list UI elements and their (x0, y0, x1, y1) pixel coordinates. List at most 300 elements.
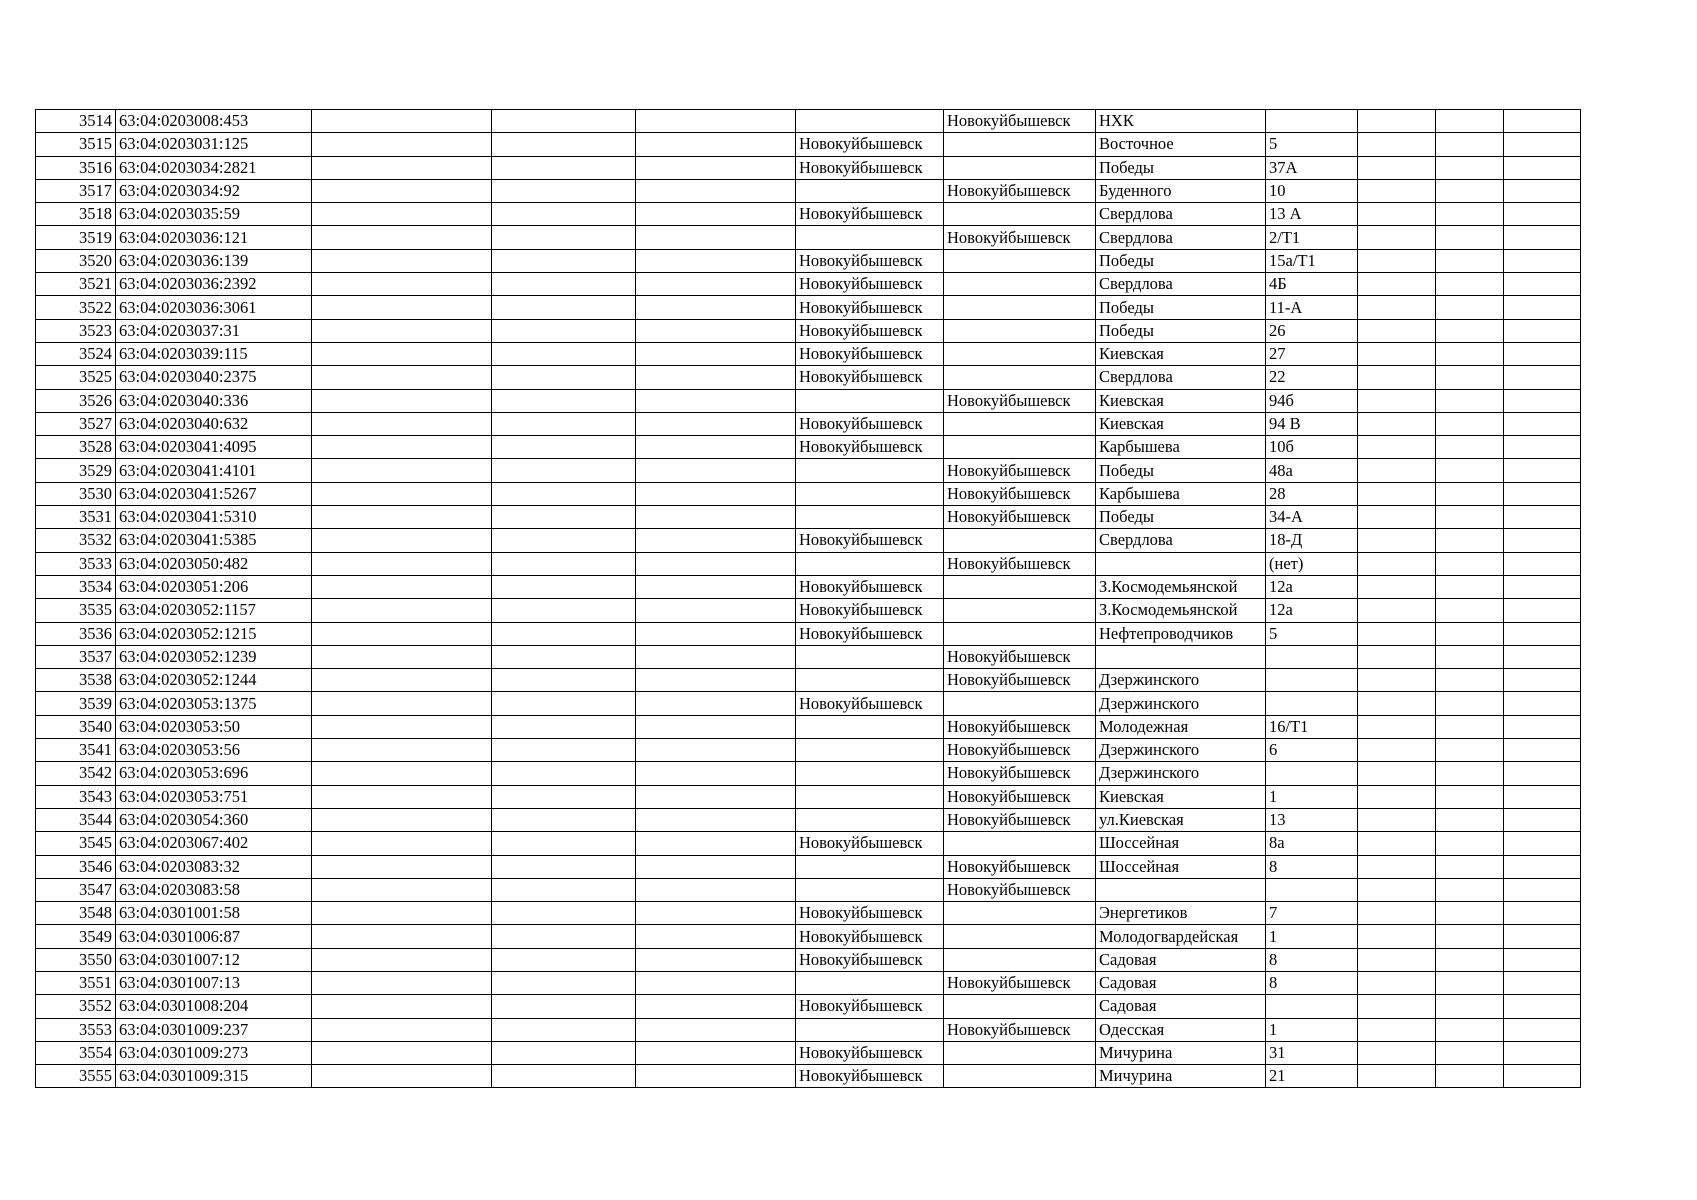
empty-cell (492, 436, 636, 459)
empty-cell (312, 622, 492, 645)
house-number-cell (1266, 878, 1358, 901)
row-number-cell: 3527 (36, 412, 116, 435)
street-cell (1096, 878, 1266, 901)
empty-cell (492, 110, 636, 133)
cadastral-number-cell: 63:04:0203053:1375 (116, 692, 312, 715)
row-number-cell: 3542 (36, 762, 116, 785)
row-number-cell: 3549 (36, 925, 116, 948)
empty-cell (636, 878, 796, 901)
cadastral-number-cell: 63:04:0203083:32 (116, 855, 312, 878)
empty-cell (312, 226, 492, 249)
locality-cell (944, 249, 1096, 272)
empty-cell (492, 156, 636, 179)
empty-cell (1504, 645, 1581, 668)
empty-cell (1358, 482, 1436, 505)
table-row (36, 436, 1581, 459)
city-cell: Новокуйбышевск (796, 366, 944, 389)
empty-cell (1504, 785, 1581, 808)
row-number-cell: 3550 (36, 948, 116, 971)
street-cell: Карбышева (1096, 482, 1266, 505)
city-cell (796, 226, 944, 249)
house-number-cell: 12а (1266, 575, 1358, 598)
empty-cell (1504, 925, 1581, 948)
table-row (36, 715, 1581, 738)
table-row (36, 1041, 1581, 1064)
empty-cell (1358, 855, 1436, 878)
empty-cell (1504, 599, 1581, 622)
empty-cell (636, 389, 796, 412)
row-number-cell: 3546 (36, 855, 116, 878)
cadastral-number-cell: 63:04:0203041:5385 (116, 529, 312, 552)
row-number-cell: 3517 (36, 179, 116, 202)
house-number-cell: 94б (1266, 389, 1358, 412)
empty-cell (492, 878, 636, 901)
cadastral-number-cell: 63:04:0301008:204 (116, 995, 312, 1018)
city-cell: Новокуйбышевск (796, 249, 944, 272)
street-cell: Энергетиков (1096, 902, 1266, 925)
empty-cell (312, 342, 492, 365)
city-cell (796, 389, 944, 412)
table-row (36, 296, 1581, 319)
city-cell: Новокуйбышевск (796, 273, 944, 296)
street-cell: Свердлова (1096, 273, 1266, 296)
empty-cell (636, 971, 796, 994)
empty-cell (1436, 436, 1504, 459)
locality-cell: Новокуйбышевск (944, 669, 1096, 692)
house-number-cell (1266, 995, 1358, 1018)
row-number-cell: 3518 (36, 203, 116, 226)
row-number-cell: 3519 (36, 226, 116, 249)
row-number-cell: 3535 (36, 599, 116, 622)
table-row (36, 319, 1581, 342)
empty-cell (492, 529, 636, 552)
cadastral-number-cell: 63:04:0203039:115 (116, 342, 312, 365)
empty-cell (1358, 995, 1436, 1018)
empty-cell (1436, 226, 1504, 249)
empty-cell (636, 459, 796, 482)
house-number-cell: 37А (1266, 156, 1358, 179)
locality-cell: Новокуйбышевск (944, 762, 1096, 785)
city-cell: Новокуйбышевск (796, 529, 944, 552)
cadastral-number-cell: 63:04:0203053:751 (116, 785, 312, 808)
street-cell: Шоссейная (1096, 855, 1266, 878)
empty-cell (1504, 529, 1581, 552)
table-row (36, 855, 1581, 878)
city-cell (796, 762, 944, 785)
empty-cell (1436, 133, 1504, 156)
empty-cell (312, 692, 492, 715)
empty-cell (1504, 575, 1581, 598)
house-number-cell: 48а (1266, 459, 1358, 482)
empty-cell (1436, 529, 1504, 552)
locality-cell: Новокуйбышевск (944, 855, 1096, 878)
empty-cell (312, 832, 492, 855)
street-cell: НХК (1096, 110, 1266, 133)
street-cell: Победы (1096, 506, 1266, 529)
city-cell: Новокуйбышевск (796, 995, 944, 1018)
empty-cell (1358, 1065, 1436, 1088)
house-number-cell: 5 (1266, 133, 1358, 156)
empty-cell (1358, 948, 1436, 971)
locality-cell (944, 203, 1096, 226)
empty-cell (1436, 1018, 1504, 1041)
empty-cell (1358, 273, 1436, 296)
locality-cell: Новокуйбышевск (944, 878, 1096, 901)
empty-cell (1436, 482, 1504, 505)
row-number-cell: 3531 (36, 506, 116, 529)
empty-cell (1504, 133, 1581, 156)
row-number-cell: 3529 (36, 459, 116, 482)
row-number-cell: 3530 (36, 482, 116, 505)
registry-table (35, 109, 1581, 1088)
street-cell: Садовая (1096, 948, 1266, 971)
empty-cell (492, 273, 636, 296)
empty-cell (1504, 552, 1581, 575)
street-cell: Буденного (1096, 179, 1266, 202)
empty-cell (1358, 319, 1436, 342)
empty-cell (1436, 878, 1504, 901)
locality-cell (944, 342, 1096, 365)
empty-cell (636, 948, 796, 971)
table-row (36, 366, 1581, 389)
empty-cell (1436, 948, 1504, 971)
locality-cell (944, 622, 1096, 645)
empty-cell (636, 785, 796, 808)
cadastral-number-cell: 63:04:0203035:59 (116, 203, 312, 226)
empty-cell (1504, 832, 1581, 855)
empty-cell (312, 273, 492, 296)
locality-cell (944, 832, 1096, 855)
street-cell: Дзержинского (1096, 762, 1266, 785)
city-cell (796, 506, 944, 529)
city-cell: Новокуйбышевск (796, 902, 944, 925)
locality-cell (944, 133, 1096, 156)
row-number-cell: 3524 (36, 342, 116, 365)
empty-cell (1504, 203, 1581, 226)
locality-cell: Новокуйбышевск (944, 506, 1096, 529)
empty-cell (1504, 692, 1581, 715)
city-cell: Новокуйбышевск (796, 156, 944, 179)
empty-cell (1504, 1041, 1581, 1064)
cadastral-number-cell: 63:04:0203051:206 (116, 575, 312, 598)
city-cell (796, 971, 944, 994)
house-number-cell: 8а (1266, 832, 1358, 855)
street-cell: Победы (1096, 249, 1266, 272)
empty-cell (1436, 599, 1504, 622)
empty-cell (1358, 552, 1436, 575)
empty-cell (1358, 203, 1436, 226)
empty-cell (312, 739, 492, 762)
house-number-cell: 18-Д (1266, 529, 1358, 552)
city-cell: Новокуйбышевск (796, 319, 944, 342)
house-number-cell (1266, 645, 1358, 668)
cadastral-number-cell: 63:04:0203036:3061 (116, 296, 312, 319)
city-cell: Новокуйбышевск (796, 575, 944, 598)
street-cell: Победы (1096, 319, 1266, 342)
table-row (36, 389, 1581, 412)
empty-cell (1436, 715, 1504, 738)
empty-cell (1358, 1041, 1436, 1064)
empty-cell (1504, 110, 1581, 133)
city-cell (796, 785, 944, 808)
empty-cell (492, 925, 636, 948)
empty-cell (1358, 342, 1436, 365)
city-cell: Новокуйбышевск (796, 203, 944, 226)
cadastral-number-cell: 63:04:0203053:696 (116, 762, 312, 785)
empty-cell (312, 902, 492, 925)
empty-cell (492, 296, 636, 319)
street-cell: Молодогвардейская (1096, 925, 1266, 948)
empty-cell (1504, 249, 1581, 272)
street-cell: ул.Киевская (1096, 808, 1266, 831)
locality-cell (944, 366, 1096, 389)
cadastral-number-cell: 63:04:0203052:1239 (116, 645, 312, 668)
house-number-cell: 8 (1266, 855, 1358, 878)
empty-cell (1504, 715, 1581, 738)
empty-cell (636, 226, 796, 249)
empty-cell (312, 808, 492, 831)
house-number-cell: 31 (1266, 1041, 1358, 1064)
empty-cell (636, 412, 796, 435)
empty-cell (312, 156, 492, 179)
empty-cell (1358, 739, 1436, 762)
empty-cell (492, 366, 636, 389)
locality-cell (944, 273, 1096, 296)
empty-cell (636, 762, 796, 785)
empty-cell (636, 506, 796, 529)
street-cell: Свердлова (1096, 366, 1266, 389)
street-cell: Садовая (1096, 995, 1266, 1018)
house-number-cell: 1 (1266, 925, 1358, 948)
city-cell (796, 645, 944, 668)
empty-cell (636, 1065, 796, 1088)
empty-cell (1358, 878, 1436, 901)
empty-cell (1358, 156, 1436, 179)
empty-cell (1436, 925, 1504, 948)
empty-cell (1504, 436, 1581, 459)
empty-cell (1504, 878, 1581, 901)
city-cell (796, 1018, 944, 1041)
empty-cell (492, 995, 636, 1018)
table-row (36, 1065, 1581, 1088)
row-number-cell: 3523 (36, 319, 116, 342)
empty-cell (1504, 995, 1581, 1018)
empty-cell (492, 319, 636, 342)
empty-cell (492, 1065, 636, 1088)
empty-cell (1436, 645, 1504, 668)
cadastral-number-cell: 63:04:0203008:453 (116, 110, 312, 133)
locality-cell (944, 575, 1096, 598)
table-row (36, 412, 1581, 435)
empty-cell (1504, 971, 1581, 994)
city-cell: Новокуйбышевск (796, 925, 944, 948)
locality-cell: Новокуйбышевск (944, 1018, 1096, 1041)
empty-cell (636, 669, 796, 692)
row-number-cell: 3539 (36, 692, 116, 715)
empty-cell (312, 506, 492, 529)
row-number-cell: 3521 (36, 273, 116, 296)
cadastral-number-cell: 63:04:0203053:50 (116, 715, 312, 738)
row-number-cell: 3553 (36, 1018, 116, 1041)
empty-cell (1436, 110, 1504, 133)
empty-cell (312, 179, 492, 202)
row-number-cell: 3526 (36, 389, 116, 412)
city-cell (796, 482, 944, 505)
empty-cell (1358, 133, 1436, 156)
street-cell: Свердлова (1096, 529, 1266, 552)
locality-cell (944, 412, 1096, 435)
empty-cell (312, 389, 492, 412)
empty-cell (492, 1041, 636, 1064)
street-cell: Киевская (1096, 389, 1266, 412)
empty-cell (636, 133, 796, 156)
empty-cell (1358, 389, 1436, 412)
locality-cell (944, 529, 1096, 552)
empty-cell (1436, 203, 1504, 226)
cadastral-number-cell: 63:04:0203036:2392 (116, 273, 312, 296)
city-cell: Новокуйбышевск (796, 342, 944, 365)
table-row (36, 1018, 1581, 1041)
empty-cell (312, 203, 492, 226)
empty-cell (1436, 762, 1504, 785)
city-cell (796, 179, 944, 202)
cadastral-number-cell: 63:04:0203040:632 (116, 412, 312, 435)
empty-cell (1436, 506, 1504, 529)
empty-cell (1436, 902, 1504, 925)
locality-cell: Новокуйбышевск (944, 179, 1096, 202)
street-cell: Восточное (1096, 133, 1266, 156)
empty-cell (312, 645, 492, 668)
street-cell: Дзержинского (1096, 669, 1266, 692)
empty-cell (636, 715, 796, 738)
house-number-cell: 34-А (1266, 506, 1358, 529)
house-number-cell: 8 (1266, 971, 1358, 994)
empty-cell (492, 389, 636, 412)
empty-cell (636, 832, 796, 855)
empty-cell (1358, 296, 1436, 319)
cadastral-number-cell: 63:04:0203037:31 (116, 319, 312, 342)
city-cell: Новокуйбышевск (796, 296, 944, 319)
empty-cell (1436, 692, 1504, 715)
empty-cell (1436, 785, 1504, 808)
house-number-cell: 6 (1266, 739, 1358, 762)
table-row (36, 622, 1581, 645)
row-number-cell: 3551 (36, 971, 116, 994)
row-number-cell: 3536 (36, 622, 116, 645)
empty-cell (492, 622, 636, 645)
empty-cell (1436, 971, 1504, 994)
empty-cell (1504, 366, 1581, 389)
empty-cell (636, 110, 796, 133)
empty-cell (636, 645, 796, 668)
city-cell: Новокуйбышевск (796, 599, 944, 622)
empty-cell (492, 412, 636, 435)
empty-cell (1358, 645, 1436, 668)
empty-cell (636, 1041, 796, 1064)
empty-cell (492, 669, 636, 692)
empty-cell (492, 739, 636, 762)
cadastral-number-cell: 63:04:0301009:315 (116, 1065, 312, 1088)
registry-table-body (36, 110, 1581, 1088)
empty-cell (312, 948, 492, 971)
empty-cell (1436, 622, 1504, 645)
cadastral-number-cell: 63:04:0203036:139 (116, 249, 312, 272)
row-number-cell: 3540 (36, 715, 116, 738)
empty-cell (492, 249, 636, 272)
table-row (36, 203, 1581, 226)
empty-cell (492, 645, 636, 668)
house-number-cell: 27 (1266, 342, 1358, 365)
street-cell: Нефтепроводчиков (1096, 622, 1266, 645)
empty-cell (492, 226, 636, 249)
cadastral-number-cell: 63:04:0203040:336 (116, 389, 312, 412)
locality-cell: Новокуйбышевск (944, 482, 1096, 505)
empty-cell (636, 342, 796, 365)
empty-cell (636, 995, 796, 1018)
empty-cell (1436, 669, 1504, 692)
empty-cell (1436, 1041, 1504, 1064)
empty-cell (312, 482, 492, 505)
locality-cell: Новокуйбышевск (944, 785, 1096, 808)
empty-cell (312, 995, 492, 1018)
empty-cell (1504, 226, 1581, 249)
street-cell: Карбышева (1096, 436, 1266, 459)
locality-cell: Новокуйбышевск (944, 389, 1096, 412)
row-number-cell: 3555 (36, 1065, 116, 1088)
cadastral-number-cell: 63:04:0203041:5267 (116, 482, 312, 505)
empty-cell (312, 1065, 492, 1088)
cadastral-number-cell: 63:04:0301001:58 (116, 902, 312, 925)
table-row (36, 692, 1581, 715)
house-number-cell: 8 (1266, 948, 1358, 971)
locality-cell (944, 1065, 1096, 1088)
cadastral-number-cell: 63:04:0203034:2821 (116, 156, 312, 179)
locality-cell (944, 902, 1096, 925)
house-number-cell (1266, 669, 1358, 692)
house-number-cell: 15а/Т1 (1266, 249, 1358, 272)
locality-cell (944, 692, 1096, 715)
house-number-cell: 28 (1266, 482, 1358, 505)
table-row (36, 878, 1581, 901)
city-cell: Новокуйбышевск (796, 948, 944, 971)
table-row (36, 832, 1581, 855)
row-number-cell: 3516 (36, 156, 116, 179)
locality-cell (944, 948, 1096, 971)
empty-cell (492, 342, 636, 365)
empty-cell (1436, 1065, 1504, 1088)
house-number-cell: 11-А (1266, 296, 1358, 319)
empty-cell (1504, 156, 1581, 179)
table-row (36, 342, 1581, 365)
empty-cell (1436, 412, 1504, 435)
row-number-cell: 3534 (36, 575, 116, 598)
table-row (36, 110, 1581, 133)
empty-cell (492, 692, 636, 715)
empty-cell (312, 878, 492, 901)
cadastral-number-cell: 63:04:0301007:13 (116, 971, 312, 994)
empty-cell (1504, 482, 1581, 505)
empty-cell (492, 482, 636, 505)
empty-cell (492, 971, 636, 994)
house-number-cell (1266, 762, 1358, 785)
table-row (36, 133, 1581, 156)
table-row (36, 273, 1581, 296)
empty-cell (312, 785, 492, 808)
table-row (36, 971, 1581, 994)
empty-cell (1436, 342, 1504, 365)
locality-cell: Новокуйбышевск (944, 459, 1096, 482)
empty-cell (636, 179, 796, 202)
